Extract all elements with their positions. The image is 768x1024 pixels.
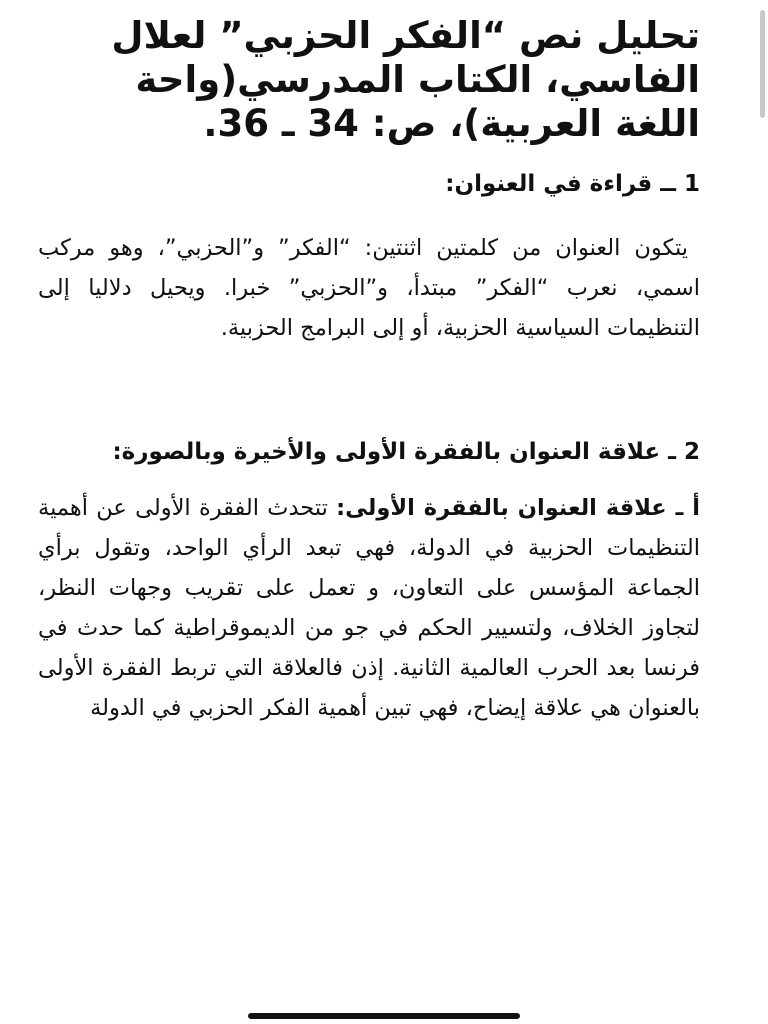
paragraph-title-reading: يتكون العنوان من كلمتين اثنتين: “الفكر” و”الحزبي”، وهو مركب اسمي، نعرب “الفكر” مبتدأ، و”الحزبي” خبرا. ويحيل دلاليا إلى التنظيمات السياسية الحزبية، أو إلى البرامج الحزبية.	[38, 235, 700, 341]
paragraph-lead-label: أ ـ علاقة العنوان بالفقرة الأولى:	[336, 495, 700, 521]
paragraph-first-relation	[38, 488, 700, 728]
article	[38, 14, 700, 728]
article-title: تحليل نص “الفكر الحزبي” لعلال الفاسي، الكتاب المدرسي(واحة اللغة العربية)، ص: 34 ـ 36.	[111, 14, 700, 145]
home-indicator[interactable]	[248, 1013, 520, 1019]
scrollbar[interactable]	[760, 10, 765, 118]
paragraph-first-relation-text: تتحدث الفقرة الأولى عن أهمية التنظيمات الحزبية في الدولة، فهي تبعد الرأي الواحد، وتقول برأي الجماعة المؤسس على التعاون، و تعمل على تقريب وجهات النظر، لتجاوز الخلاف، ولتسيير الحكم في جو من الديموقراطية كما حدث في فرنسا بعد الحرب العالمية الثانية. إذن فالعلاقة التي تربط الفقرة الأولى بالعنوان هي علاقة إيضاح، فهي تبين أهمية الفكر الحزبي في الدولة	[38, 495, 700, 721]
section-heading-title-relation: 2 ـ علاقة العنوان بالفقرة الأولى والأخيرة وبالصورة:	[112, 439, 700, 465]
section-heading-title-reading: 1 ــ قراءة في العنوان:	[445, 171, 700, 197]
